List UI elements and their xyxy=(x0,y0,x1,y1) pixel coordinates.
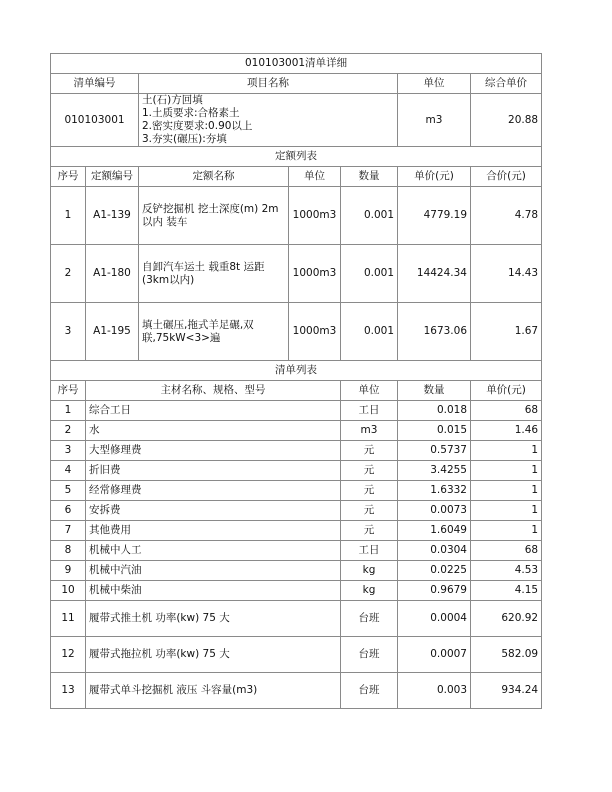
bill-name-line: 3.夯实(碾压):夯填 xyxy=(142,133,227,145)
material-qty: 0.0004 xyxy=(398,601,471,637)
quota-code: A1-180 xyxy=(86,245,139,303)
material-price: 582.09 xyxy=(471,637,542,673)
material-header-price: 单价(元) xyxy=(471,381,542,401)
material-row xyxy=(51,521,542,541)
material-no: 2 xyxy=(51,421,86,441)
material-unit: 工日 xyxy=(341,401,398,421)
material-name: 机械中汽油 xyxy=(86,561,341,581)
quota-header-qty: 数量 xyxy=(341,167,398,187)
material-price: 68 xyxy=(471,401,542,421)
quota-row xyxy=(51,245,542,303)
material-header-no: 序号 xyxy=(51,381,86,401)
quota-qty: 0.001 xyxy=(341,187,398,245)
material-qty: 0.003 xyxy=(398,673,471,709)
material-unit: m3 xyxy=(341,421,398,441)
quota-code: A1-195 xyxy=(86,303,139,361)
material-name: 综合工日 xyxy=(86,401,341,421)
material-price: 934.24 xyxy=(471,673,542,709)
material-row xyxy=(51,501,542,521)
material-price: 1 xyxy=(471,521,542,541)
material-price: 1 xyxy=(471,481,542,501)
material-row xyxy=(51,561,542,581)
material-price: 4.15 xyxy=(471,581,542,601)
material-qty: 3.4255 xyxy=(398,461,471,481)
material-header-unit: 单位 xyxy=(341,381,398,401)
bill-price: 20.88 xyxy=(471,94,542,147)
material-price: 620.92 xyxy=(471,601,542,637)
sheet-title: 010103001清单详细 xyxy=(51,54,542,74)
bill-name-line: 2.密实度要求:0.90以上 xyxy=(142,120,253,132)
material-unit: 台班 xyxy=(341,601,398,637)
material-no: 12 xyxy=(51,637,86,673)
quota-header-price: 单价(元) xyxy=(398,167,471,187)
quota-name: 填土碾压,拖式羊足碾,双联,75kW<3>遍 xyxy=(139,303,289,361)
quota-no: 1 xyxy=(51,187,86,245)
material-row xyxy=(51,441,542,461)
material-no: 13 xyxy=(51,673,86,709)
material-price: 68 xyxy=(471,541,542,561)
quota-row xyxy=(51,187,542,245)
material-qty: 1.6332 xyxy=(398,481,471,501)
quota-total: 14.43 xyxy=(471,245,542,303)
quota-header-code: 定额编号 xyxy=(86,167,139,187)
material-row xyxy=(51,601,542,637)
material-unit: 元 xyxy=(341,461,398,481)
material-unit: 台班 xyxy=(341,637,398,673)
bill-name xyxy=(139,94,398,147)
quota-total: 1.67 xyxy=(471,303,542,361)
material-unit: kg xyxy=(341,581,398,601)
material-name: 大型修理费 xyxy=(86,441,341,461)
material-header-qty: 数量 xyxy=(398,381,471,401)
quota-total: 4.78 xyxy=(471,187,542,245)
quota-no: 3 xyxy=(51,303,86,361)
material-name: 履带式拖拉机 功率(kw) 75 大 xyxy=(86,637,341,673)
material-qty: 0.0007 xyxy=(398,637,471,673)
quota-unit: 1000m3 xyxy=(289,245,341,303)
material-name: 机械中人工 xyxy=(86,541,341,561)
material-unit: 元 xyxy=(341,481,398,501)
quota-code: A1-139 xyxy=(86,187,139,245)
quota-price: 1673.06 xyxy=(398,303,471,361)
material-name: 经常修理费 xyxy=(86,481,341,501)
material-unit: 元 xyxy=(341,441,398,461)
material-no: 10 xyxy=(51,581,86,601)
material-name: 安拆费 xyxy=(86,501,341,521)
quota-header-no: 序号 xyxy=(51,167,86,187)
material-qty: 0.9679 xyxy=(398,581,471,601)
material-no: 9 xyxy=(51,561,86,581)
quota-price: 14424.34 xyxy=(398,245,471,303)
quota-unit: 1000m3 xyxy=(289,187,341,245)
material-no: 1 xyxy=(51,401,86,421)
material-row xyxy=(51,637,542,673)
quota-header-row xyxy=(51,167,542,187)
material-price: 1 xyxy=(471,501,542,521)
quota-name: 自卸汽车运土 载重8t 运距(3km以内) xyxy=(139,245,289,303)
material-unit: 台班 xyxy=(341,673,398,709)
quota-unit: 1000m3 xyxy=(289,303,341,361)
material-no: 6 xyxy=(51,501,86,521)
material-unit: 元 xyxy=(341,521,398,541)
quota-header-total: 合价(元) xyxy=(471,167,542,187)
material-qty: 1.6049 xyxy=(398,521,471,541)
material-unit: kg xyxy=(341,561,398,581)
material-qty: 0.018 xyxy=(398,401,471,421)
material-qty: 0.0073 xyxy=(398,501,471,521)
material-no: 8 xyxy=(51,541,86,561)
bill-header-code: 清单编号 xyxy=(51,74,139,94)
material-no: 4 xyxy=(51,461,86,481)
material-section-title: 清单列表 xyxy=(51,361,542,381)
material-name: 履带式单斗挖掘机 液压 斗容量(m3) xyxy=(86,673,341,709)
material-qty: 0.5737 xyxy=(398,441,471,461)
quota-section-title: 定额列表 xyxy=(51,147,542,167)
bill-name-line: 土(石)方回填 xyxy=(142,94,203,106)
bill-unit: m3 xyxy=(398,94,471,147)
material-name: 履带式推土机 功率(kw) 75 大 xyxy=(86,601,341,637)
material-row xyxy=(51,581,542,601)
material-section-row xyxy=(51,361,542,381)
quota-price: 4779.19 xyxy=(398,187,471,245)
material-name: 折旧费 xyxy=(86,461,341,481)
quota-header-unit: 单位 xyxy=(289,167,341,187)
material-no: 11 xyxy=(51,601,86,637)
material-row xyxy=(51,673,542,709)
material-qty: 0.0304 xyxy=(398,541,471,561)
material-price: 1.46 xyxy=(471,421,542,441)
bill-detail-table xyxy=(50,53,542,709)
quota-header-name: 定额名称 xyxy=(139,167,289,187)
quota-no: 2 xyxy=(51,245,86,303)
material-price: 1 xyxy=(471,441,542,461)
material-row xyxy=(51,481,542,501)
material-row xyxy=(51,541,542,561)
material-header-row xyxy=(51,381,542,401)
material-name: 水 xyxy=(86,421,341,441)
material-no: 7 xyxy=(51,521,86,541)
material-unit: 元 xyxy=(341,501,398,521)
quota-row xyxy=(51,303,542,361)
material-no: 5 xyxy=(51,481,86,501)
material-price: 1 xyxy=(471,461,542,481)
material-name: 其他费用 xyxy=(86,521,341,541)
material-qty: 0.015 xyxy=(398,421,471,441)
material-unit: 工日 xyxy=(341,541,398,561)
bill-code: 010103001 xyxy=(51,94,139,147)
bill-header-price: 综合单价 xyxy=(471,74,542,94)
material-price: 4.53 xyxy=(471,561,542,581)
bill-header-unit: 单位 xyxy=(398,74,471,94)
material-row xyxy=(51,401,542,421)
material-row xyxy=(51,461,542,481)
material-name: 机械中柴油 xyxy=(86,581,341,601)
quota-qty: 0.001 xyxy=(341,303,398,361)
quota-qty: 0.001 xyxy=(341,245,398,303)
bill-name-line: 1.土质要求:合格素土 xyxy=(142,107,240,119)
bill-header-name: 项目名称 xyxy=(139,74,398,94)
material-header-name: 主材名称、规格、型号 xyxy=(86,381,341,401)
material-no: 3 xyxy=(51,441,86,461)
material-row xyxy=(51,421,542,441)
quota-name: 反铲挖掘机 挖土深度(m) 2m以内 装车 xyxy=(139,187,289,245)
material-qty: 0.0225 xyxy=(398,561,471,581)
